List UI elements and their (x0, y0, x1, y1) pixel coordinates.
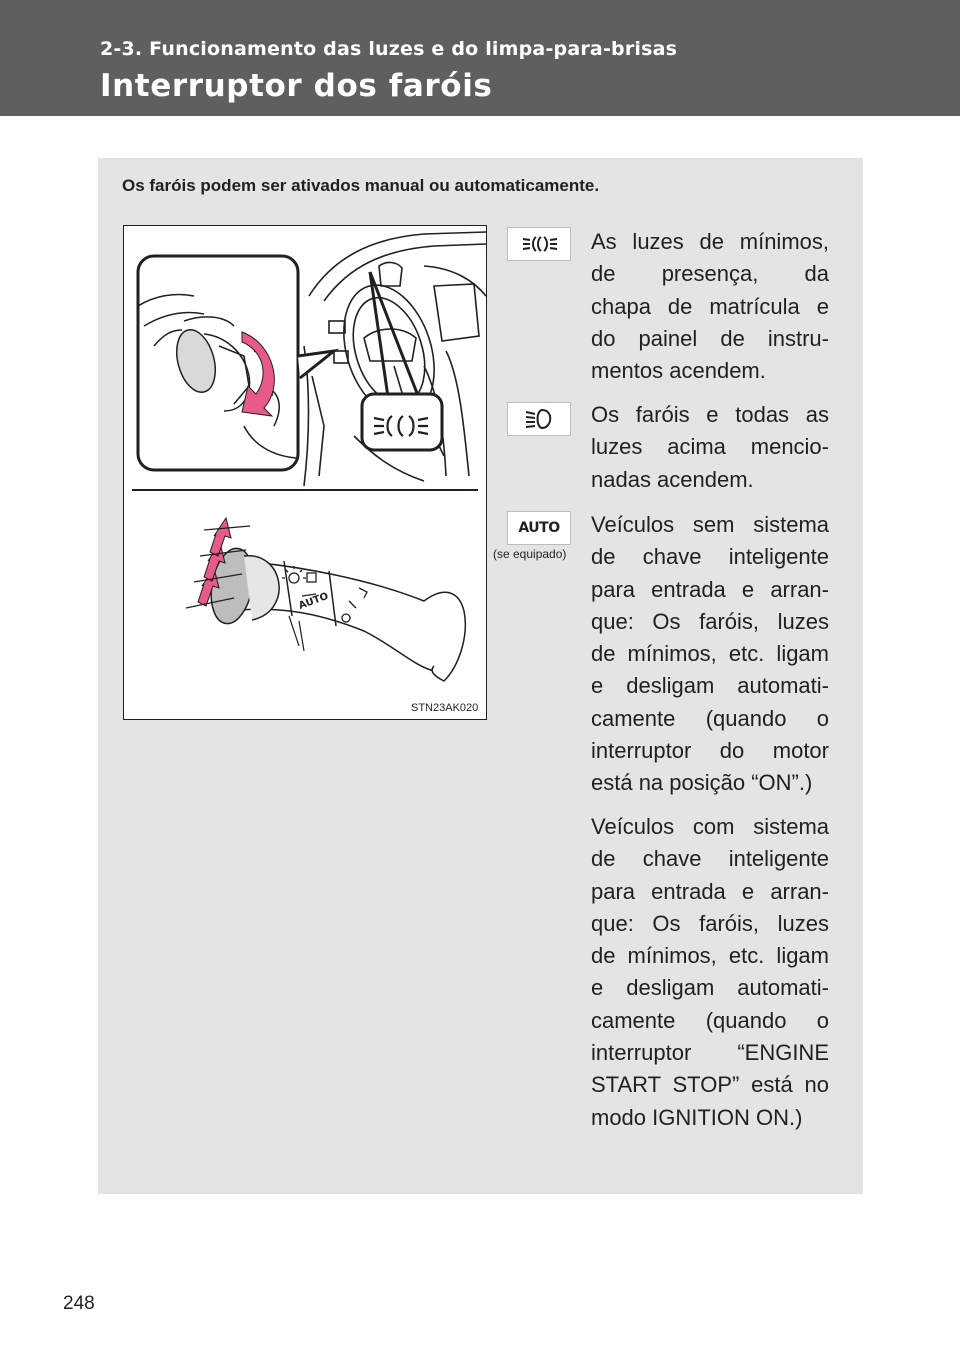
desc-line: para entrada e arran- (591, 576, 829, 602)
desc-line: chapa de matrícula e (591, 293, 829, 319)
desc-line: luzes acima mencio- (591, 434, 829, 460)
parking-lights-icon (508, 228, 570, 260)
desc-line: está na posição “ON”.) (591, 770, 813, 796)
desc-line: mentos acendem. (591, 358, 766, 384)
desc-line: Os faróis e todas as (591, 402, 829, 427)
desc-line: e desligam automati- (591, 673, 829, 699)
headlights-description (591, 399, 829, 496)
desc-line: interruptor “ENGINE (591, 1040, 829, 1066)
desc-line: que: Os faróis, luzes (591, 910, 829, 936)
page-number: 248 (63, 1293, 95, 1314)
desc-line: de mínimos, etc. ligam (591, 943, 829, 969)
header-bar (0, 0, 960, 116)
desc-line: de chave inteligente (591, 846, 829, 872)
parking-lights-symbol (507, 227, 571, 261)
desc-line: e desligam automati- (591, 975, 829, 1001)
desc-line: do painel de instru- (591, 325, 829, 351)
page-title: Interruptor dos faróis (100, 68, 493, 104)
desc-line: START STOP” está no (591, 1072, 829, 1098)
desc-line: de mínimos, etc. ligam (591, 641, 829, 667)
desc-line: As luzes de mínimos, (591, 229, 829, 254)
illustration-drawing (124, 226, 486, 719)
headlight-switch-illustration (123, 225, 487, 720)
auto-symbol (507, 511, 571, 545)
parking-lights-description (591, 226, 829, 387)
equipped-note: (se equipado) (493, 547, 567, 561)
auto-description-smart-key (591, 811, 829, 1134)
desc-line: camente (quando o (591, 1007, 829, 1033)
desc-line: para entrada e arran- (591, 878, 829, 904)
desc-line: de chave inteligente (591, 544, 829, 570)
desc-line: Veículos sem sistema (591, 512, 829, 537)
intro-text: Os faróis podem ser ativados manual ou automaticamente. (122, 176, 600, 195)
desc-line: modo IGNITION ON.) (591, 1104, 803, 1130)
desc-line: que: Os faróis, luzes (591, 608, 829, 634)
figure-code: STN23AK020 (411, 702, 479, 714)
desc-line: interruptor do motor (591, 738, 829, 764)
desc-line: Veículos com sistema (591, 814, 829, 839)
desc-line: de presença, da (591, 261, 829, 287)
headlights-symbol (507, 402, 571, 436)
headlights-icon (508, 403, 570, 435)
section-label: 2-3. Funcionamento das luzes e do limpa-para-brisas (100, 38, 678, 60)
desc-line: nadas acendem. (591, 466, 754, 492)
auto-description-no-smart-key (591, 509, 829, 800)
auto-icon: AUTO (518, 520, 560, 536)
desc-line: camente (quando o (591, 705, 829, 731)
lever-auto-label: AUTO (297, 590, 331, 612)
